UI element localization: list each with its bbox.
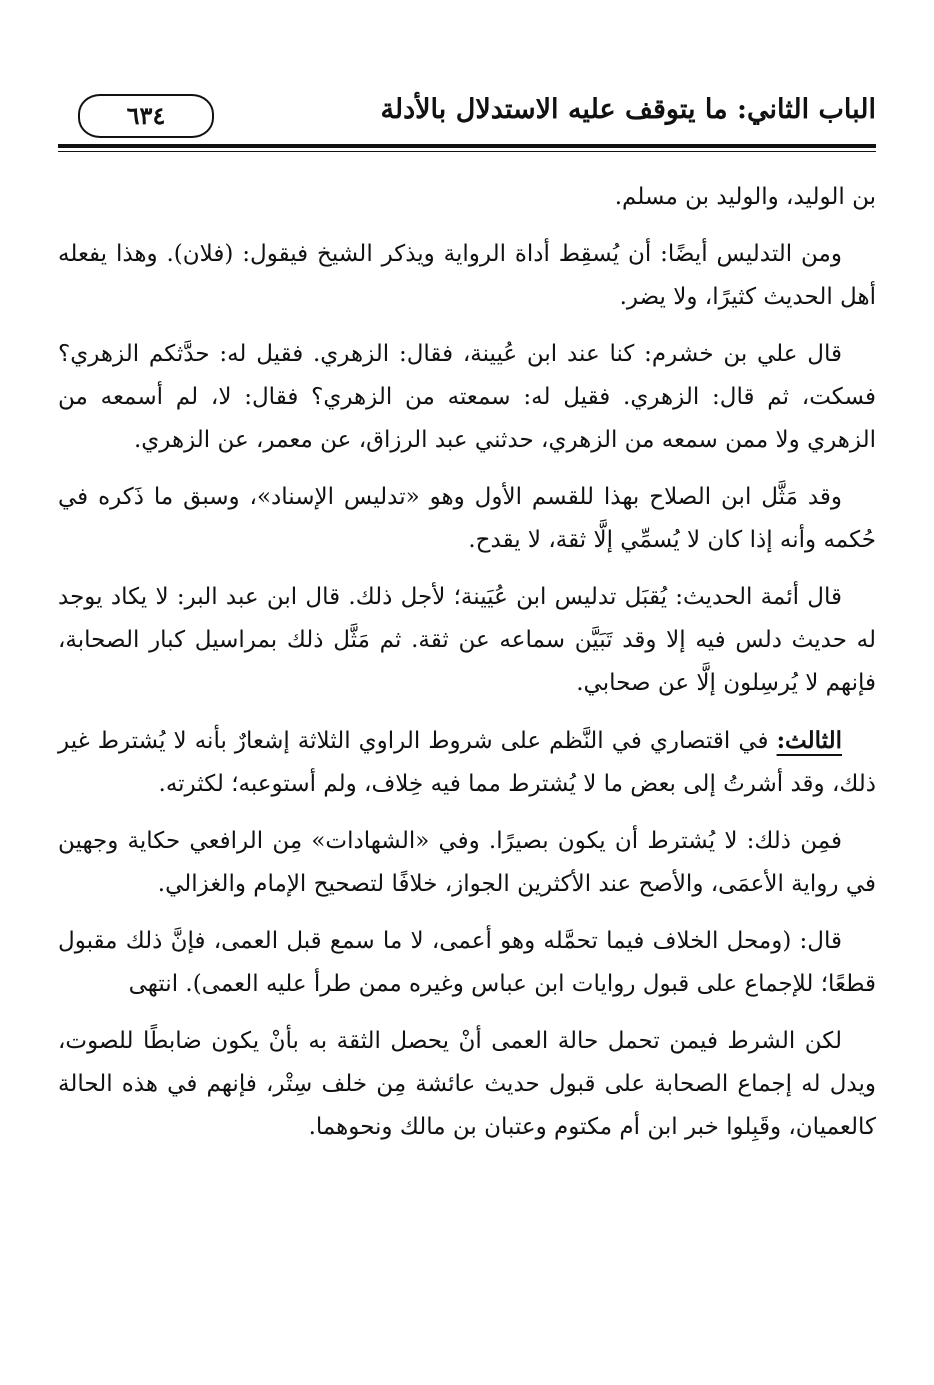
paragraph: قال علي بن خشرم: كنا عند ابن عُيينة، فقال: الزهري. فقيل له: حدَّثكم الزهري؟ فسكت، ثم قال: الزهري. فقيل له: سمعته من الزهري؟ فقال: لا، لم أسمعه من الزهري ولا ممن سمعه من الزهري، حدثني عبد الرزاق، عن معمر، عن الزهري. (58, 341, 877, 453)
chapter-title: الباب الثاني: ما يتوقف عليه الاستدلال بالأدلة (380, 94, 876, 125)
running-header (58, 80, 876, 150)
paragraph: بن الوليد، والوليد بن مسلم. (614, 184, 876, 210)
section-label: الثالث: (776, 727, 842, 754)
header-rule-thick (58, 144, 876, 148)
paragraph: ومن التدليس أيضًا: أن يُسقِط أداة الرواية ويذكر الشيخ فيقول: (فلان). وهذا يفعله أهل الحديث كثيرًا، ولا يضر. (58, 241, 876, 310)
paragraph: فمِن ذلك: لا يُشترط أن يكون بصيرًا. وفي «الشهادات» مِن الرافعي حكاية وجهين في رواية الأعمَى، والأصح عند الأكثرين الجواز، خلافًا لتصحيح الإمام والغزالي. (58, 828, 876, 897)
header-rule-thin (58, 151, 876, 152)
paragraph: قال أئمة الحديث: يُقبَل تدليس ابن عُيَينة؛ لأجل ذلك. قال ابن عبد البر: لا يكاد يوجد له حديث دلس فيه إلا وقد تَبَيَّن سماعه عن ثقة. ثم مَثَّل ذلك بمراسيل كبار الصحابة، فإنهم لا يُرسِلون إلَّا عن صحابي. (58, 584, 876, 696)
paragraph: الثالث: في اقتصاري في النَّظم على شروط الراوي الثلاثة إشعارٌ بأنه لا يُشترط غير ذلك، وقد أشرتُ إلى بعض ما لا يُشترط مما فيه خِلاف، ولم أستوعبه؛ لكثرته. (58, 727, 876, 797)
paragraph: قال: (ومحل الخلاف فيما تحمَّله وهو أعمى، لا ما سمع قبل العمى، فإنَّ ذلك مقبول قطعًا؛ للإجماع على قبول روايات ابن عباس وغيره ممن طرأ عليه العمى). انتهى (58, 928, 876, 997)
paragraph: وقد مَثَّل ابن الصلاح بهذا للقسم الأول وهو «تدليس الإسناد»، وسبق ما ذَكره في حُكمه وأنه إذا كان لا يُسمِّي إلَّا ثقة، لا يقدح. (58, 484, 876, 553)
paragraph: لكن الشرط فيمن تحمل حالة العمى أنْ يحصل الثقة به بأنْ يكون ضابطًا للصوت، ويدل له إجماع الصحابة على قبول حديث عائشة مِن خلف سِتْر، فإنهم في هذه الحالة كالعميان، وقَبِلوا خبر ابن أم مكتوم وعتبان بن مالك ونحوهما. (58, 1028, 876, 1140)
page-body (58, 176, 876, 1163)
page-number: ٦٣٤ (78, 94, 214, 138)
